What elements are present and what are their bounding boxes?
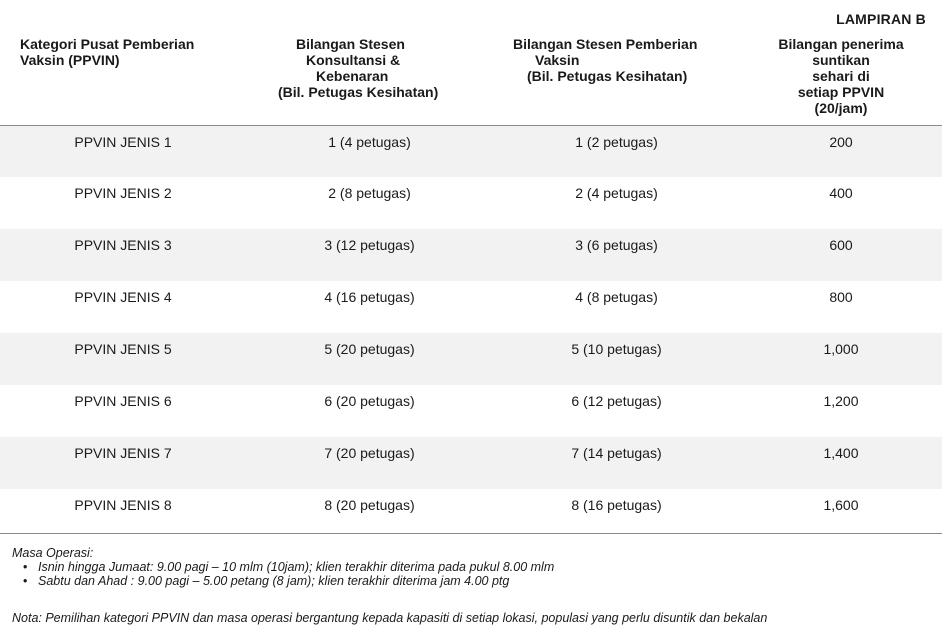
table-row <box>0 177 942 229</box>
header-daily-recipients: Bilangan penerima suntikan sehari di setiap PPVIN (20/jam) <box>740 30 942 125</box>
cell-recipients: 200 <box>740 125 942 177</box>
cell-vaccination: 7 (14 petugas) <box>493 437 740 489</box>
cell-consultation: 6 (20 petugas) <box>324 393 415 409</box>
cell-consultation: 2 (8 petugas) <box>328 185 411 201</box>
cell-category: PPVIN JENIS 1 <box>0 125 246 177</box>
table-row <box>0 437 942 489</box>
footnote: Nota: Pemilihan kategori PPVIN dan masa operasi bergantung kepada kapasiti di setiap lokasi, populasi yang perlu disuntik dan bekalan <box>12 611 768 625</box>
cell-consultation: 8 (20 petugas) <box>246 489 493 533</box>
cell-category: PPVIN JENIS 8 <box>0 489 246 533</box>
notes-item-text: Sabtu dan Ahad : 9.00 pagi – 5.00 petang (8 jam); klien terakhir diterima jam 4.00 ptg <box>38 574 510 588</box>
header-category: Kategori Pusat Pemberian Vaksin (PPVIN) <box>0 30 246 125</box>
cell-consultation: 3 (12 petugas) <box>246 229 493 281</box>
table-row <box>0 385 942 437</box>
table-row <box>0 489 942 533</box>
cell-recipients: 600 <box>740 229 942 281</box>
notes-list <box>12 560 554 588</box>
table-row <box>0 229 942 281</box>
cell-vaccination: 1 (2 petugas) <box>493 125 740 177</box>
list-item <box>23 574 554 588</box>
header-vaccination-stations: Bilangan Stesen Pemberian Vaksin (Bil. Petugas Kesihatan) <box>493 30 740 125</box>
cell-category: PPVIN JENIS 4 <box>74 289 172 305</box>
cell-category: PPVIN JENIS 5 <box>0 333 246 385</box>
list-item <box>23 560 555 574</box>
table-row <box>0 125 942 177</box>
bullet-icon: • <box>23 560 28 574</box>
cell-consultation: 1 (4 petugas) <box>246 125 493 177</box>
cell-vaccination: 6 (12 petugas) <box>571 393 662 409</box>
notes-item-text: Isnin hingga Jumaat: 9.00 pagi – 10 mlm (10jam); klien terakhir diterima pada pukul 8.00 mlm <box>38 560 555 574</box>
cell-recipients: 800 <box>829 289 853 305</box>
table-header-row <box>0 30 942 125</box>
cell-recipients: 1,600 <box>740 489 942 533</box>
cell-vaccination: 5 (10 petugas) <box>493 333 740 385</box>
annex-label: LAMPIRAN B <box>836 11 926 27</box>
cell-recipients: 1,000 <box>740 333 942 385</box>
cell-vaccination: 3 (6 petugas) <box>493 229 740 281</box>
ppvin-table <box>0 30 942 534</box>
cell-vaccination: 4 (8 petugas) <box>575 289 658 305</box>
cell-category: PPVIN JENIS 3 <box>0 229 246 281</box>
cell-vaccination: 2 (4 petugas) <box>575 185 658 201</box>
cell-category: PPVIN JENIS 7 <box>0 437 246 489</box>
operating-hours-notes <box>12 546 554 588</box>
notes-title: Masa Operasi: <box>12 546 94 560</box>
cell-consultation: 5 (20 petugas) <box>246 333 493 385</box>
cell-consultation: 4 (16 petugas) <box>324 289 415 305</box>
cell-recipients: 1,200 <box>823 393 859 409</box>
cell-category: PPVIN JENIS 6 <box>74 393 172 409</box>
table-row <box>0 333 942 385</box>
table-row <box>0 281 942 333</box>
cell-category: PPVIN JENIS 2 <box>74 185 172 201</box>
cell-recipients: 400 <box>829 185 853 201</box>
cell-recipients: 1,400 <box>740 437 942 489</box>
bullet-icon: • <box>23 574 28 588</box>
cell-consultation: 7 (20 petugas) <box>246 437 493 489</box>
cell-vaccination: 8 (16 petugas) <box>493 489 740 533</box>
header-consultation-stations: Bilangan Stesen Konsultansi & Kebenaran (Bil. Petugas Kesihatan) <box>246 30 493 125</box>
